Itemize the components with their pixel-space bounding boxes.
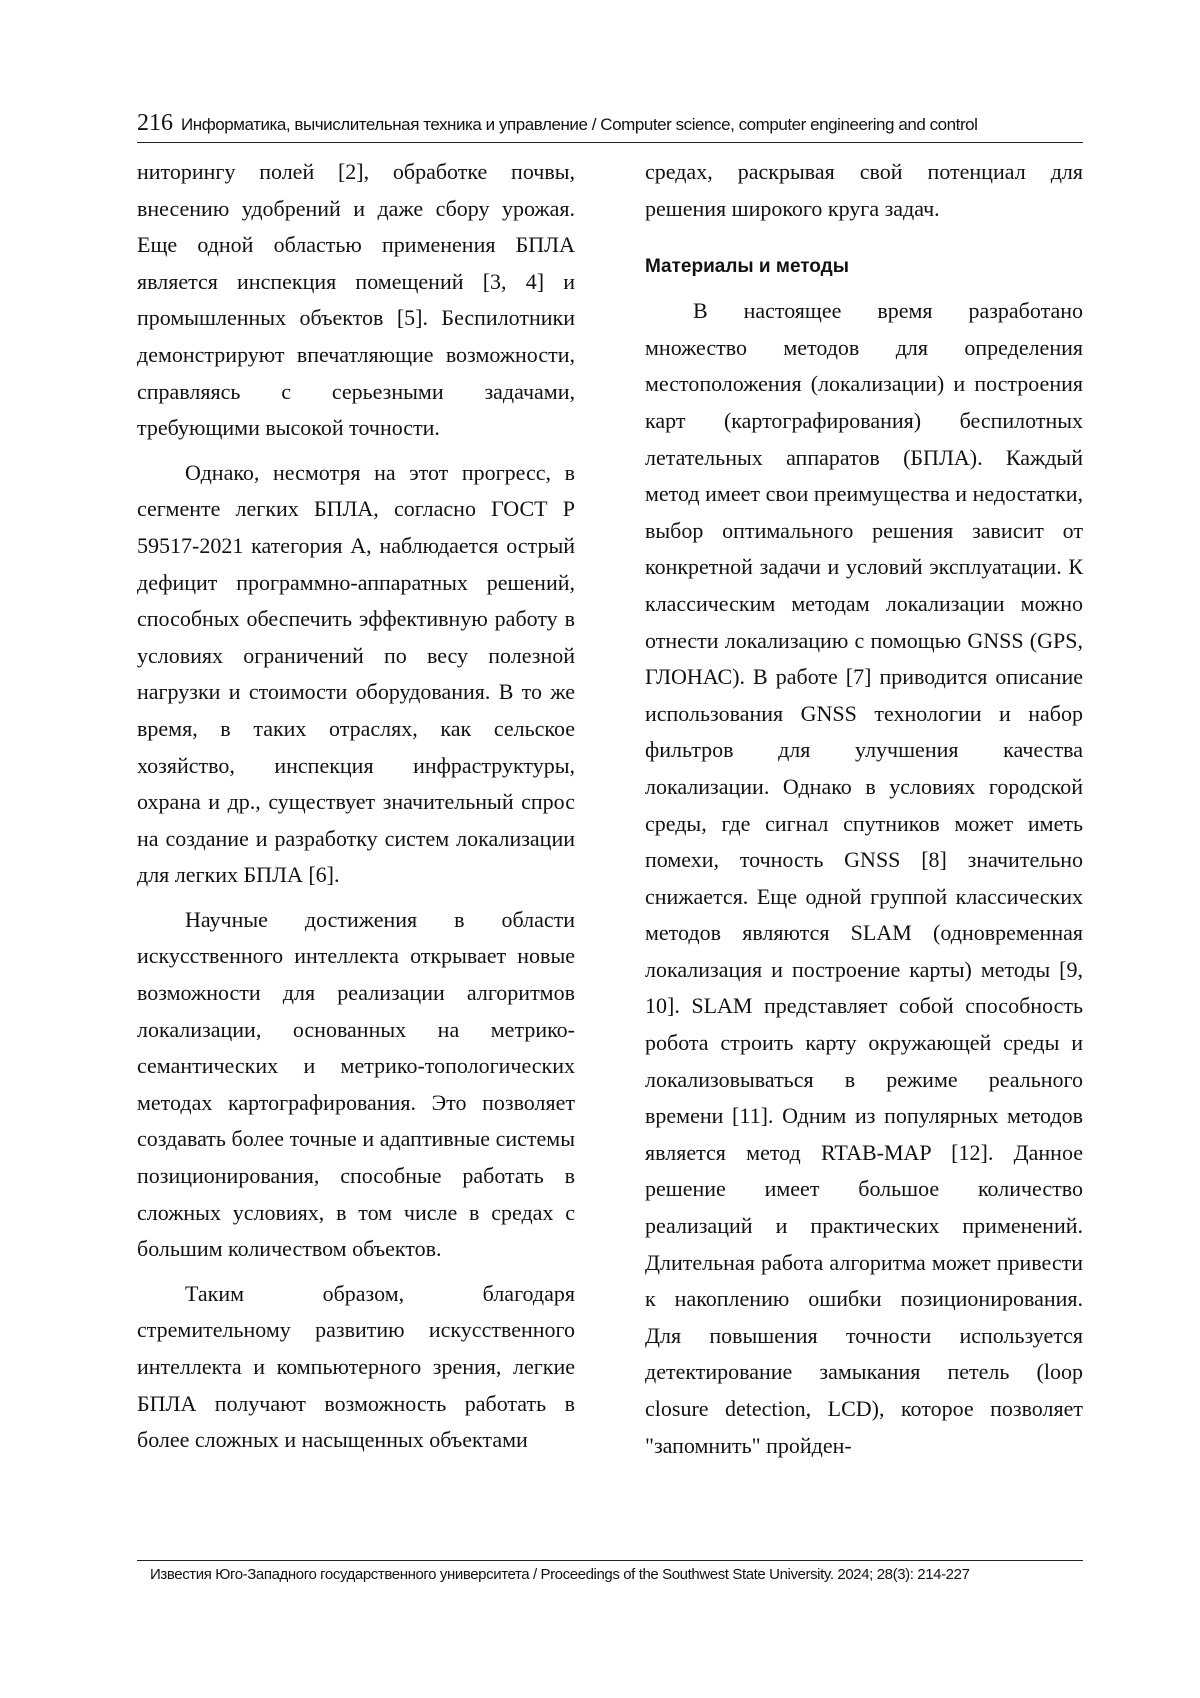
paragraph-continuation: средах, раскрывая свой потенциал для решения широкого круга задач. [645, 159, 1083, 221]
journal-citation: Известия Юго-Западного государственного университета / Proceedings of the Southwest State University. 2024; 28(3): 214-227 [150, 1566, 970, 1583]
right-column [645, 154, 1083, 1464]
paragraph: В настоящее время разработано множество методов для определения местоположения (локализации) и построения карт (картографирования) беспилотных летательных аппаратов (БПЛА). Каждый метод имеет свои преимущества и недостатки, выбор оптимального решения зависит от конкретной задачи и условий эксплуатации. К классическим методам локализации можно отнести локализацию с помощью GNSS (GPS, ГЛОНАС). В работе [7] приводится описание использования GNSS технологии и набор фильтров для улучшения качества локализации. Однако в условиях городской среды, где сигнал спутников может иметь помехи, точность GNSS [8] значительно снижается. Еще одной группой классических методов являются SLAM (одновременная локализация и построение карты) методы [9, 10]. SLAM представляет собой способность робота строить карту окружающей среды и локализовываться в режиме реального времени [11]. Одним из популярных методов является метод RTAB-MAP [12]. Данное решение имеет большое количество реализаций и практических применений. Длительная работа алгоритма может привести к накоплению ошибки позиционирования. Для повышения точности используется детектирование замыкания петель (loop closure detection, LCD), которое позволяет "запомнить" пройден- [645, 298, 1083, 1458]
footer-divider [137, 1560, 1083, 1561]
journal-section-title: Информатика, вычислительная техника и управление / Computer science, computer engineering and control [181, 115, 978, 134]
paragraph-continuation: ниторингу полей [2], обработке почвы, внесению удобрений и даже сбору урожая. Еще одной областью применения БПЛА является инспекция помещений [3, 4] и промышленных объектов [5]. Беспилотники демонстрируют впечатляющие возможности, справляясь с серьезными задачами, требующими высокой точности. [137, 159, 575, 441]
paragraph: Однако, несмотря на этот прогресс, в сегменте легких БПЛА, согласно ГОСТ Р 59517-2021 категория А, наблюдается острый дефицит программно-аппаратных решений, способных обеспечить эффективную работу в условиях ограничений по весу полезной нагрузки и стоимости оборудования. В то же время, в таких отраслях, как сельское хозяйство, инспекция инфраструктуры, охрана и др., существует значительный спрос на создание и разработку систем локализации для легких БПЛА [6]. [137, 459, 575, 888]
page-number: 216 [137, 110, 173, 136]
paragraph: Таким образом, благодаря стремительному развитию искусственного интеллекта и компьютерного зрения, легкие БПЛА получают возможность работать в более сложных и насыщенных объектами [137, 1280, 575, 1453]
paragraph: Научные достижения в области искусственного интеллекта открывает новые возможности для реализации алгоритмов локализации, основанных на метрико-семантических и метрико-топологических методах картографирования. Это позволяет создавать более точные и адаптивные системы позиционирования, способные работать в сложных условиях, в том числе в средах с большим количеством объектов. [137, 906, 575, 1262]
running-header [137, 110, 1083, 143]
section-heading: Материалы и методы [645, 256, 849, 278]
left-column [137, 154, 575, 1459]
